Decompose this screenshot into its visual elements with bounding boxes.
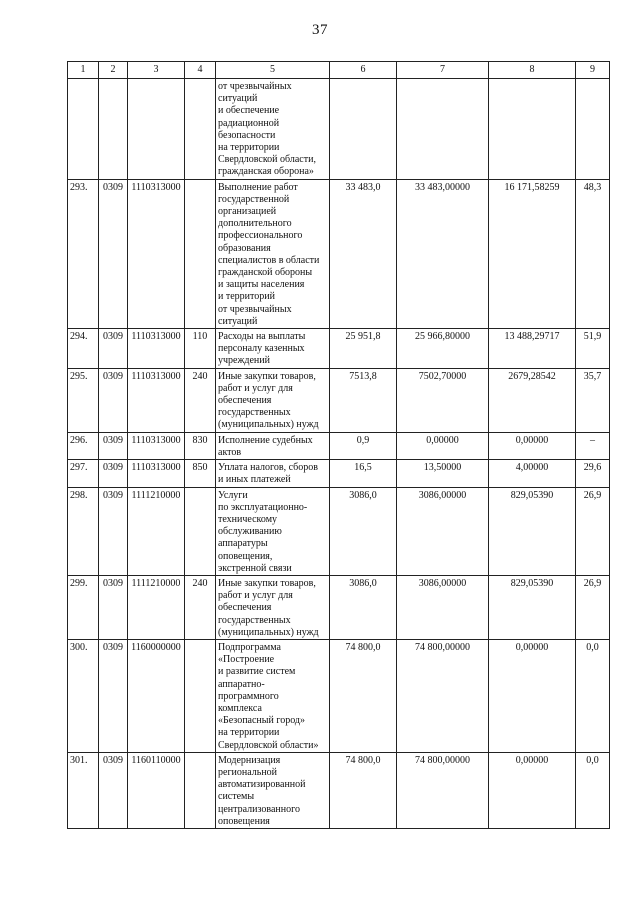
section-code-cell: 0309 bbox=[99, 575, 128, 639]
expense-type-cell: 850 bbox=[185, 460, 216, 487]
approved-amount-cell: 33 483,00000 bbox=[397, 179, 489, 328]
expense-type-cell: 110 bbox=[185, 329, 216, 369]
expense-type-cell bbox=[185, 179, 216, 328]
page-number: 37 bbox=[312, 22, 328, 38]
column-header: 2 bbox=[99, 62, 128, 79]
approved-amount-cell: 0,00000 bbox=[397, 432, 489, 459]
execution-percent-cell: – bbox=[576, 432, 610, 459]
execution-percent-cell: 48,3 bbox=[576, 179, 610, 328]
execution-percent-cell: 26,9 bbox=[576, 487, 610, 575]
table-row bbox=[68, 752, 610, 828]
target-item-code-cell: 1110313000 bbox=[128, 368, 185, 432]
executed-amount-cell: 0,00000 bbox=[489, 752, 576, 828]
header-row bbox=[68, 62, 610, 79]
row-number-cell: 300. bbox=[68, 639, 99, 752]
planned-amount-cell: 3086,0 bbox=[330, 575, 397, 639]
column-header: 6 bbox=[330, 62, 397, 79]
planned-amount-cell: 74 800,0 bbox=[330, 639, 397, 752]
executed-amount-cell: 0,00000 bbox=[489, 432, 576, 459]
executed-amount-cell: 16 171,58259 bbox=[489, 179, 576, 328]
execution-percent-cell: 51,9 bbox=[576, 329, 610, 369]
executed-amount-cell: 4,00000 bbox=[489, 460, 576, 487]
target-item-code-cell: 1111210000 bbox=[128, 487, 185, 575]
row-number-cell: 298. bbox=[68, 487, 99, 575]
target-item-code-cell: 1160000000 bbox=[128, 639, 185, 752]
executed-amount-cell: 829,05390 bbox=[489, 487, 576, 575]
item-name-cell: Услуги по эксплуатационно- техническому обслуживанию аппаратуры оповещения, экстренной связи bbox=[216, 487, 330, 575]
table-body bbox=[68, 62, 610, 829]
budget-table bbox=[67, 61, 610, 829]
table-row bbox=[68, 460, 610, 487]
executed-amount-cell: 829,05390 bbox=[489, 575, 576, 639]
target-item-code-cell: 1160110000 bbox=[128, 752, 185, 828]
column-header: 8 bbox=[489, 62, 576, 79]
row-number-cell: 297. bbox=[68, 460, 99, 487]
item-name-cell: от чрезвычайных ситуаций и обеспечение радиационной безопасности на территории Свердловской области, гражданская оборона» bbox=[216, 79, 330, 180]
section-code-cell: 0309 bbox=[99, 329, 128, 369]
expense-type-cell: 240 bbox=[185, 368, 216, 432]
table-row bbox=[68, 329, 610, 369]
expense-type-cell: 240 bbox=[185, 575, 216, 639]
target-item-code-cell bbox=[128, 79, 185, 180]
item-name-cell: Иные закупки товаров, работ и услуг для обеспечения государственных (муниципальных) нужд bbox=[216, 368, 330, 432]
table-row bbox=[68, 179, 610, 328]
expense-type-cell bbox=[185, 752, 216, 828]
row-number-cell: 301. bbox=[68, 752, 99, 828]
planned-amount-cell: 16,5 bbox=[330, 460, 397, 487]
section-code-cell: 0309 bbox=[99, 752, 128, 828]
column-header: 3 bbox=[128, 62, 185, 79]
approved-amount-cell: 3086,00000 bbox=[397, 575, 489, 639]
item-name-cell: Расходы на выплаты персоналу казенных учреждений bbox=[216, 329, 330, 369]
execution-percent-cell: 29,6 bbox=[576, 460, 610, 487]
execution-percent-cell: 0,0 bbox=[576, 639, 610, 752]
execution-percent-cell bbox=[576, 79, 610, 180]
table-row bbox=[68, 639, 610, 752]
item-name-cell: Иные закупки товаров, работ и услуг для обеспечения государственных (муниципальных) нужд bbox=[216, 575, 330, 639]
table-row bbox=[68, 432, 610, 459]
planned-amount-cell: 33 483,0 bbox=[330, 179, 397, 328]
table-row bbox=[68, 79, 610, 180]
row-number-cell: 299. bbox=[68, 575, 99, 639]
target-item-code-cell: 1110313000 bbox=[128, 432, 185, 459]
executed-amount-cell bbox=[489, 79, 576, 180]
item-name-cell: Модернизация региональной автоматизированной системы централизованного оповещения bbox=[216, 752, 330, 828]
row-number-cell: 295. bbox=[68, 368, 99, 432]
expense-type-cell bbox=[185, 639, 216, 752]
approved-amount-cell: 13,50000 bbox=[397, 460, 489, 487]
planned-amount-cell: 0,9 bbox=[330, 432, 397, 459]
column-header: 7 bbox=[397, 62, 489, 79]
table-row bbox=[68, 487, 610, 575]
expense-type-cell bbox=[185, 487, 216, 575]
planned-amount-cell: 25 951,8 bbox=[330, 329, 397, 369]
executed-amount-cell: 0,00000 bbox=[489, 639, 576, 752]
approved-amount-cell: 25 966,80000 bbox=[397, 329, 489, 369]
column-header: 9 bbox=[576, 62, 610, 79]
item-name-cell: Выполнение работ государственной организацией дополнительного профессионального образования специалистов в области гражданской обороны и защиты населения и территорий от чрезвычайных ситуаций bbox=[216, 179, 330, 328]
execution-percent-cell: 35,7 bbox=[576, 368, 610, 432]
approved-amount-cell bbox=[397, 79, 489, 180]
planned-amount-cell: 74 800,0 bbox=[330, 752, 397, 828]
section-code-cell: 0309 bbox=[99, 432, 128, 459]
item-name-cell: Исполнение судебных актов bbox=[216, 432, 330, 459]
section-code-cell bbox=[99, 79, 128, 180]
executed-amount-cell: 2679,28542 bbox=[489, 368, 576, 432]
section-code-cell: 0309 bbox=[99, 460, 128, 487]
planned-amount-cell bbox=[330, 79, 397, 180]
planned-amount-cell: 3086,0 bbox=[330, 487, 397, 575]
execution-percent-cell: 26,9 bbox=[576, 575, 610, 639]
target-item-code-cell: 1111210000 bbox=[128, 575, 185, 639]
approved-amount-cell: 74 800,00000 bbox=[397, 752, 489, 828]
row-number-cell bbox=[68, 79, 99, 180]
row-number-cell: 296. bbox=[68, 432, 99, 459]
table-row bbox=[68, 575, 610, 639]
item-name-cell: Подпрограмма «Построение и развитие систем аппаратно- программного комплекса «Безопасный город» на территории Свердловской области» bbox=[216, 639, 330, 752]
column-header: 1 bbox=[68, 62, 99, 79]
approved-amount-cell: 7502,70000 bbox=[397, 368, 489, 432]
approved-amount-cell: 74 800,00000 bbox=[397, 639, 489, 752]
column-header: 4 bbox=[185, 62, 216, 79]
section-code-cell: 0309 bbox=[99, 179, 128, 328]
expense-type-cell bbox=[185, 79, 216, 180]
row-number-cell: 293. bbox=[68, 179, 99, 328]
executed-amount-cell: 13 488,29717 bbox=[489, 329, 576, 369]
planned-amount-cell: 7513,8 bbox=[330, 368, 397, 432]
section-code-cell: 0309 bbox=[99, 487, 128, 575]
approved-amount-cell: 3086,00000 bbox=[397, 487, 489, 575]
section-code-cell: 0309 bbox=[99, 368, 128, 432]
item-name-cell: Уплата налогов, сборов и иных платежей bbox=[216, 460, 330, 487]
target-item-code-cell: 1110313000 bbox=[128, 460, 185, 487]
column-header: 5 bbox=[216, 62, 330, 79]
execution-percent-cell: 0,0 bbox=[576, 752, 610, 828]
section-code-cell: 0309 bbox=[99, 639, 128, 752]
row-number-cell: 294. bbox=[68, 329, 99, 369]
target-item-code-cell: 1110313000 bbox=[128, 179, 185, 328]
target-item-code-cell: 1110313000 bbox=[128, 329, 185, 369]
table-row bbox=[68, 368, 610, 432]
expense-type-cell: 830 bbox=[185, 432, 216, 459]
